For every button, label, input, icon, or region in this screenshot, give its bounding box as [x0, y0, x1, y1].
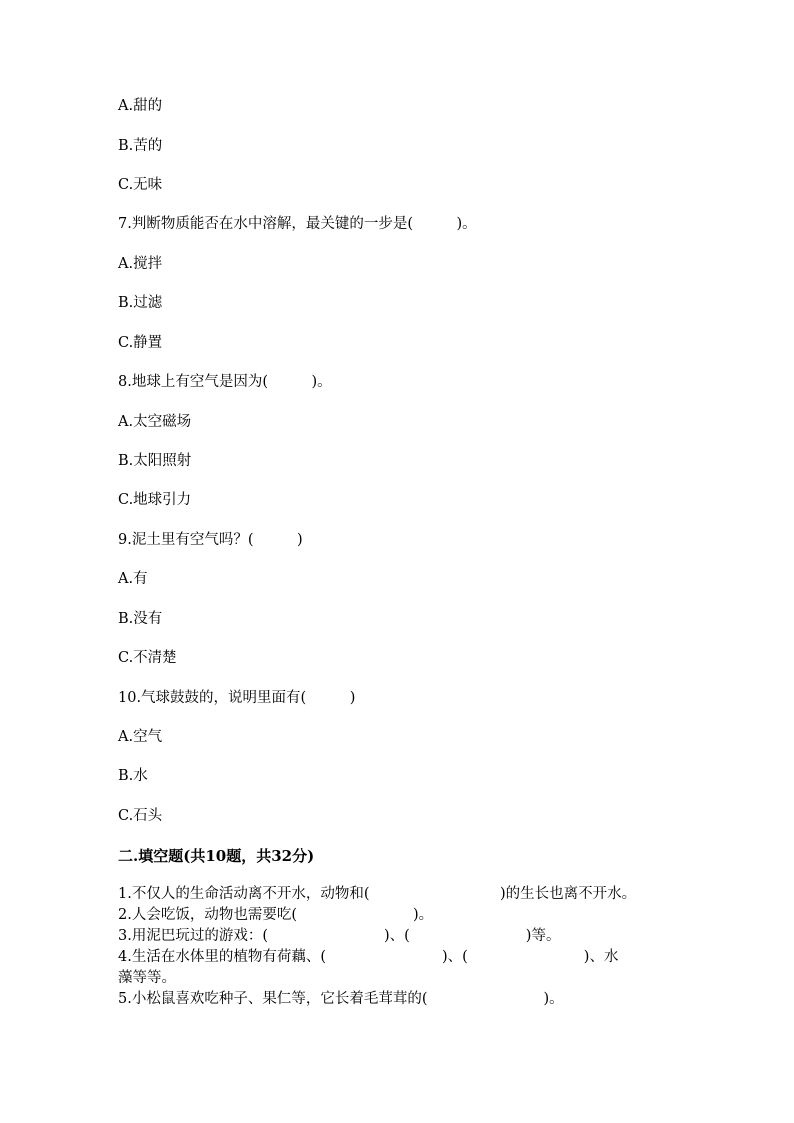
option-a-sweet: A.甜的: [118, 98, 163, 114]
q9-option-c: C.不清楚: [118, 650, 177, 666]
q8-option-c: C.地球引力: [118, 492, 192, 508]
fill-question-4: 4.生活在水体里的植物有荷藕、( )、( )、水: [118, 949, 619, 965]
section-heading: 二.填空题(共10题，共32分): [118, 847, 315, 865]
q8-option-b: B.太阳照射: [118, 453, 192, 469]
fill-question-1: 1.不仅人的生命活动离不开水，动物和( )的生长也离不开水。: [118, 886, 637, 902]
fill-question-2: 2.人会吃饭，动物也需要吃( )。: [118, 907, 434, 923]
q9-option-b: B.没有: [118, 611, 163, 627]
q10-option-c: C.石头: [118, 808, 163, 824]
option-b-bitter: B.苦的: [118, 138, 163, 154]
question-7: 7.判断物质能否在水中溶解，最关键的一步是( )。: [118, 216, 477, 232]
question-10: 10.气球鼓鼓的，说明里面有( ): [118, 690, 356, 706]
q10-option-b: B.水: [118, 768, 148, 784]
fill-question-5: 5.小松鼠喜欢吃种子、果仁等，它长着毛茸茸的( )。: [118, 991, 564, 1007]
q8-option-a: A.太空磁场: [118, 414, 192, 430]
q10-option-a: A.空气: [118, 729, 163, 745]
q7-option-b: B.过滤: [118, 295, 163, 311]
question-8: 8.地球上有空气是因为( )。: [118, 374, 332, 390]
question-9: 9.泥土里有空气吗？( ): [118, 532, 303, 548]
fill-question-3: 3.用泥巴玩过的游戏：( )、( )等。: [118, 928, 561, 944]
fill-question-4-cont: 藻等等。: [118, 970, 176, 986]
q7-option-a: A.搅拌: [118, 256, 163, 272]
option-c-tasteless: C.无味: [118, 177, 163, 193]
q9-option-a: A.有: [118, 571, 148, 587]
fill-in-questions: [118, 884, 678, 1010]
q7-option-c: C.静置: [118, 335, 163, 351]
